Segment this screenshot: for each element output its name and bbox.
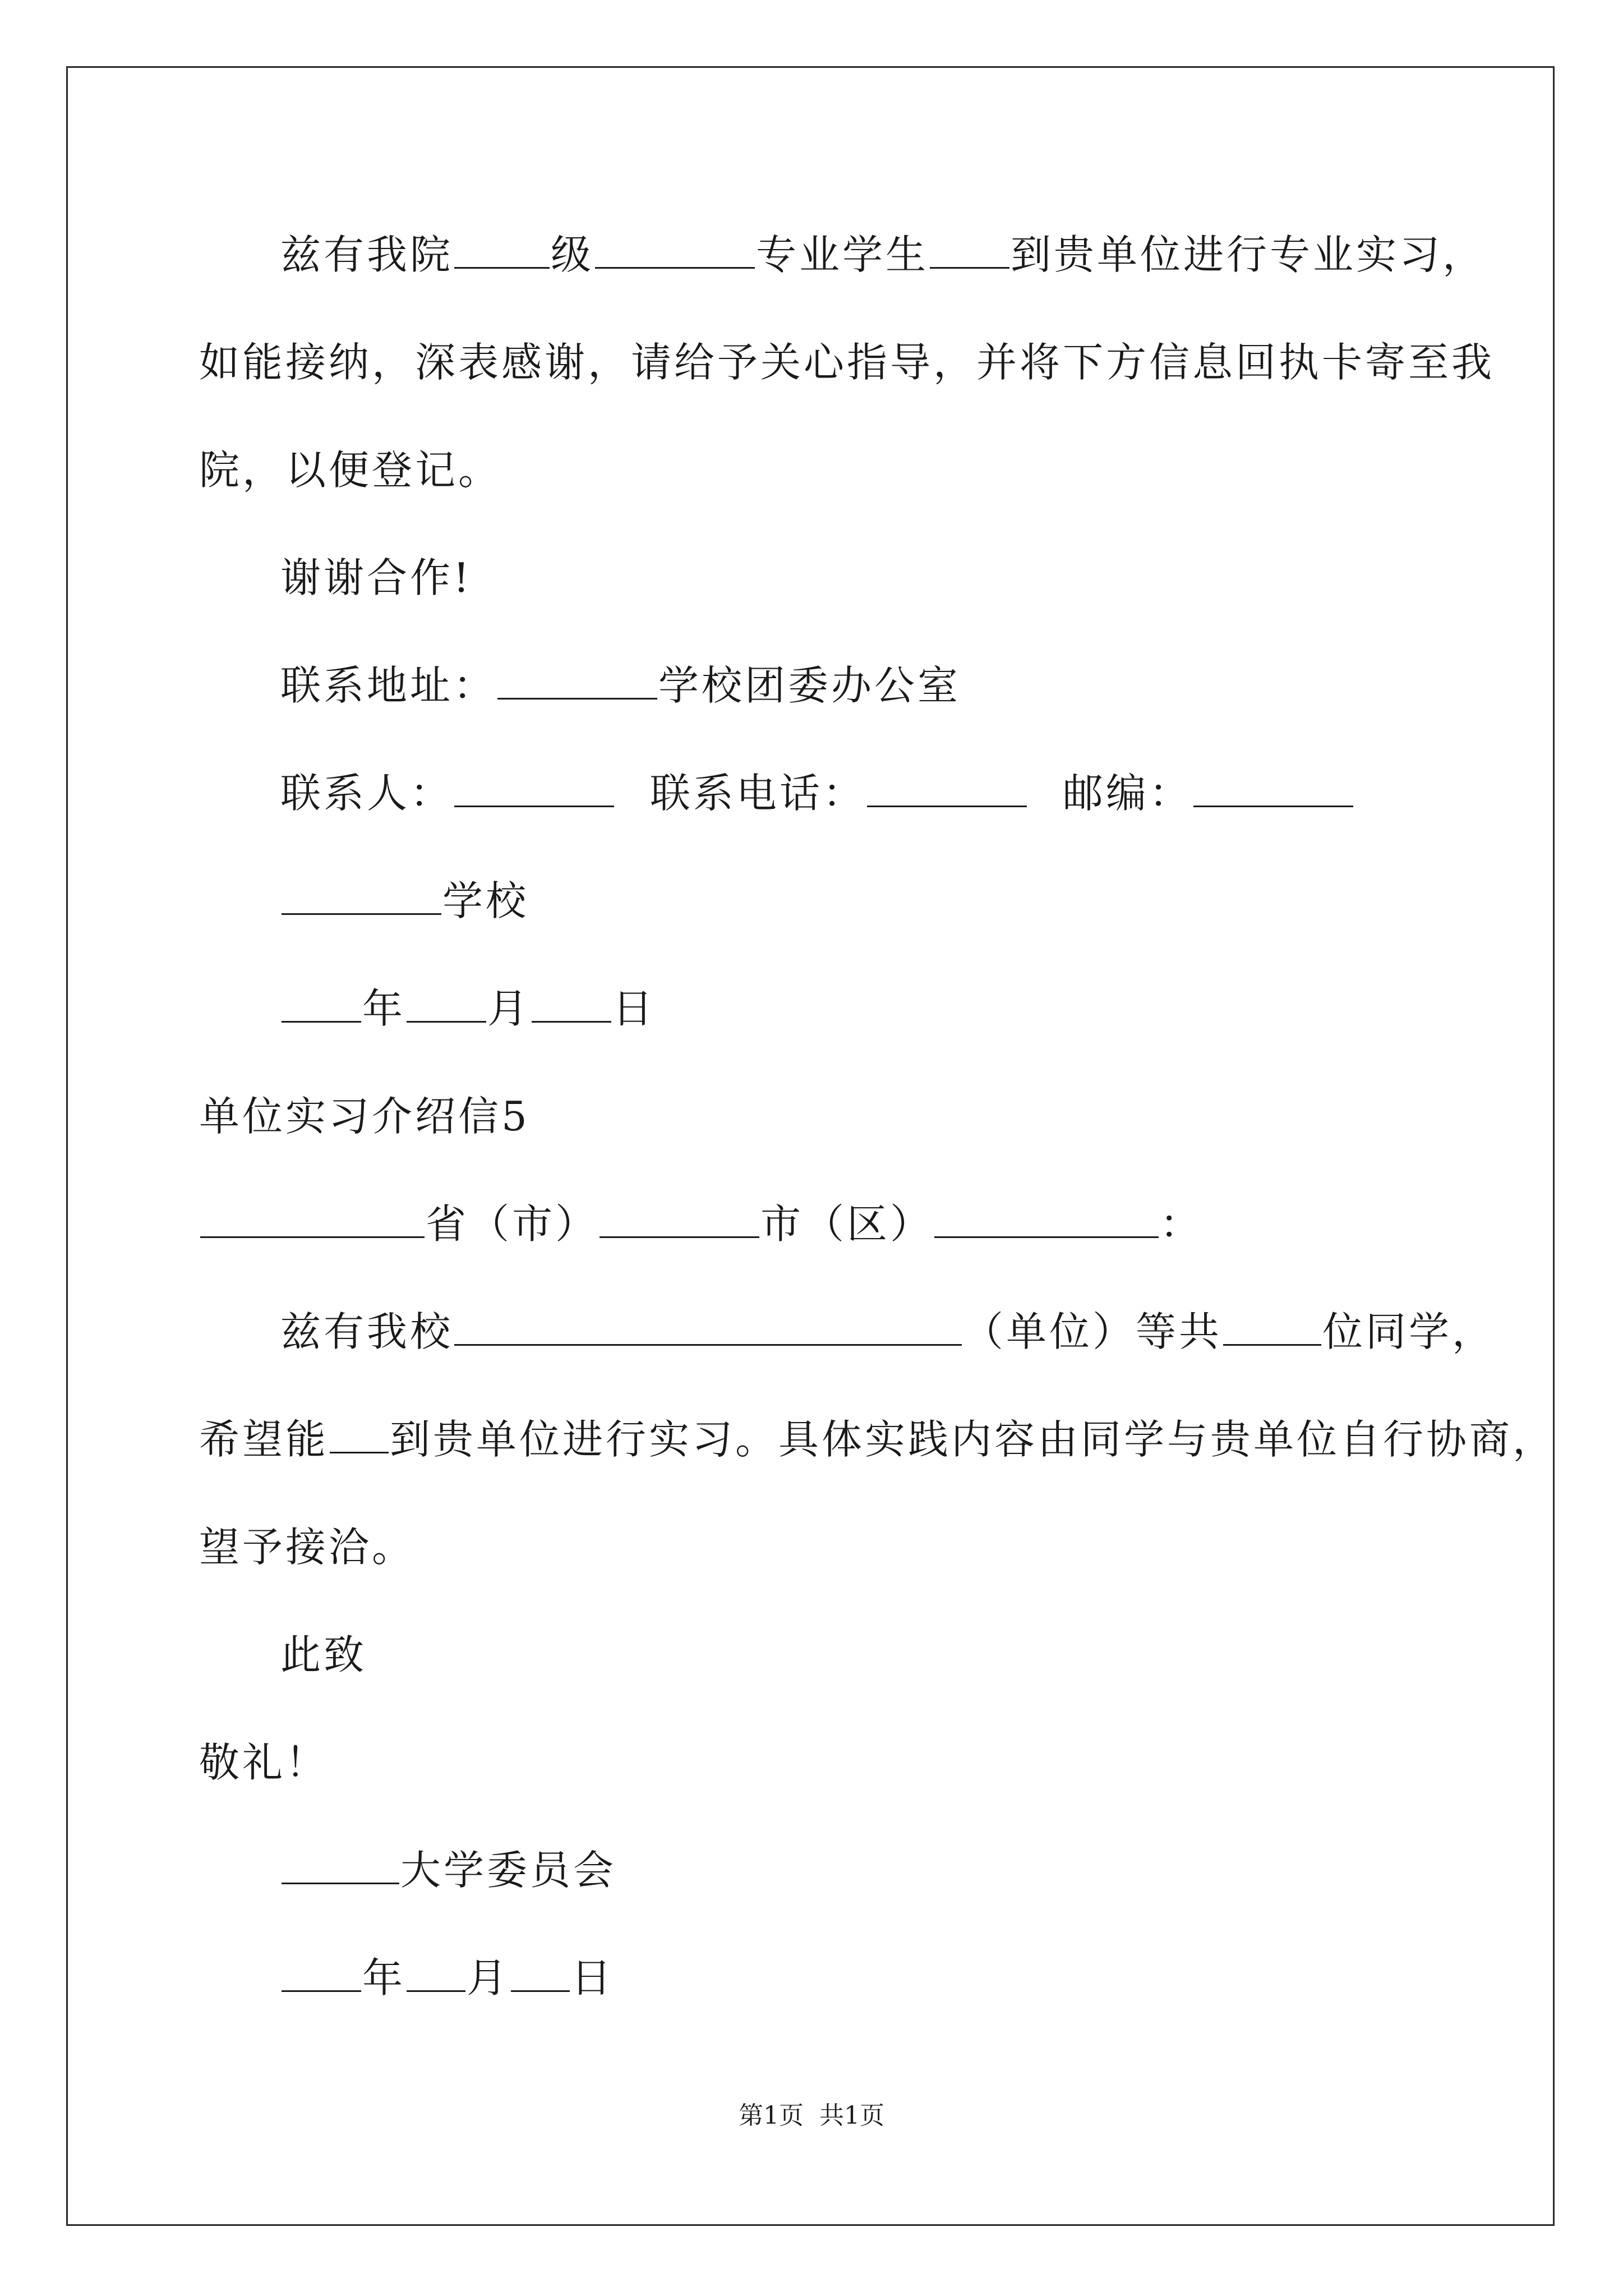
address-tail: 学校团委办公室 — [658, 662, 961, 709]
fill-blank-address — [497, 694, 657, 700]
fill-blank-month — [407, 1018, 486, 1023]
letter4-contact-line — [280, 770, 1354, 817]
fill-blank-year — [282, 1987, 361, 1992]
text-segment: 希望能 — [199, 1416, 329, 1463]
fill-blank-major — [595, 264, 755, 269]
letter5-salutation: 此致 — [280, 1631, 367, 1678]
committee-tail: 大学委员会 — [400, 1847, 617, 1894]
letter4-paragraph-line-3: 院，以便登记。 — [199, 447, 502, 494]
fill-blank-date — [330, 1448, 389, 1453]
letter4-address-line — [280, 662, 961, 709]
text-segment: 兹有我院 — [280, 231, 454, 278]
page-total: 共1页 — [819, 2101, 884, 2130]
colon: ： — [1160, 1200, 1204, 1248]
fill-blank-province — [200, 1233, 425, 1238]
fill-blank-unit — [934, 1233, 1159, 1238]
letter4-paragraph-line-2: 如能接纳，深表感谢，请给予关心指导，并将下方信息回执卡寄至我 — [199, 339, 1495, 386]
letter5-paragraph-line-3: 望予接洽。 — [199, 1524, 416, 1571]
fill-blank-phone — [867, 802, 1027, 807]
letter5-addressee-line — [199, 1200, 1204, 1248]
fill-blank-day — [532, 1018, 611, 1023]
fill-blank-school — [282, 910, 441, 915]
address-label: 联系地址： — [280, 662, 497, 709]
day-label: 日 — [571, 1954, 615, 2001]
fill-blank-city — [600, 1233, 759, 1238]
fill-blank-day — [511, 1987, 570, 1992]
contact-label: 联系人： — [280, 770, 454, 817]
text-segment: 兹有我校 — [280, 1308, 454, 1355]
text-segment: （单位）等共 — [963, 1308, 1223, 1355]
year-label: 年 — [362, 985, 406, 1032]
fill-blank-zip — [1193, 802, 1353, 807]
fill-blank-grade — [454, 264, 550, 269]
text-segment: 专业学生 — [756, 231, 929, 278]
letter5-paragraph-line-2 — [199, 1416, 1556, 1463]
fill-blank-university — [282, 1879, 399, 1884]
letter5-committee-line — [280, 1847, 617, 1894]
letter4-date-line — [280, 985, 656, 1032]
fill-blank-year — [282, 1018, 361, 1023]
school-tail: 学校 — [442, 877, 529, 924]
city-label: 市（区） — [760, 1200, 934, 1248]
page-border — [66, 66, 1555, 2226]
page-number: 第1页 — [739, 2101, 804, 2130]
text-segment: 级 — [551, 231, 594, 278]
province-label: 省（市） — [426, 1200, 599, 1248]
letter5-heading: 单位实习介绍信5 — [199, 1093, 530, 1140]
year-label: 年 — [362, 1954, 406, 2001]
letter5-date-line — [280, 1954, 615, 2001]
zip-label: 邮编： — [1062, 770, 1192, 817]
letter4-school-line — [280, 877, 529, 924]
month-label: 月 — [467, 1954, 510, 2001]
month-label: 月 — [487, 985, 531, 1032]
fill-blank-student — [930, 264, 1009, 269]
text-segment: 到贵单位进行专业实习， — [1011, 231, 1486, 278]
phone-label: 联系电话： — [649, 770, 866, 817]
letter4-thanks: 谢谢合作! — [280, 554, 472, 601]
fill-blank-month — [407, 1987, 465, 1992]
text-segment: 位同学， — [1322, 1308, 1496, 1355]
letter4-paragraph-line-1 — [280, 231, 1486, 278]
letter5-regards: 敬礼！ — [199, 1739, 329, 1786]
letter5-paragraph-line-1 — [280, 1308, 1496, 1355]
fill-blank-count — [1223, 1341, 1321, 1346]
fill-blank-dept — [454, 1341, 962, 1346]
page-footer — [0, 2095, 1623, 2131]
day-label: 日 — [612, 985, 656, 1032]
text-segment: 到贵单位进行实习。具体实践内容由同学与贵单位自行协商， — [390, 1416, 1556, 1463]
fill-blank-contact — [454, 802, 614, 807]
